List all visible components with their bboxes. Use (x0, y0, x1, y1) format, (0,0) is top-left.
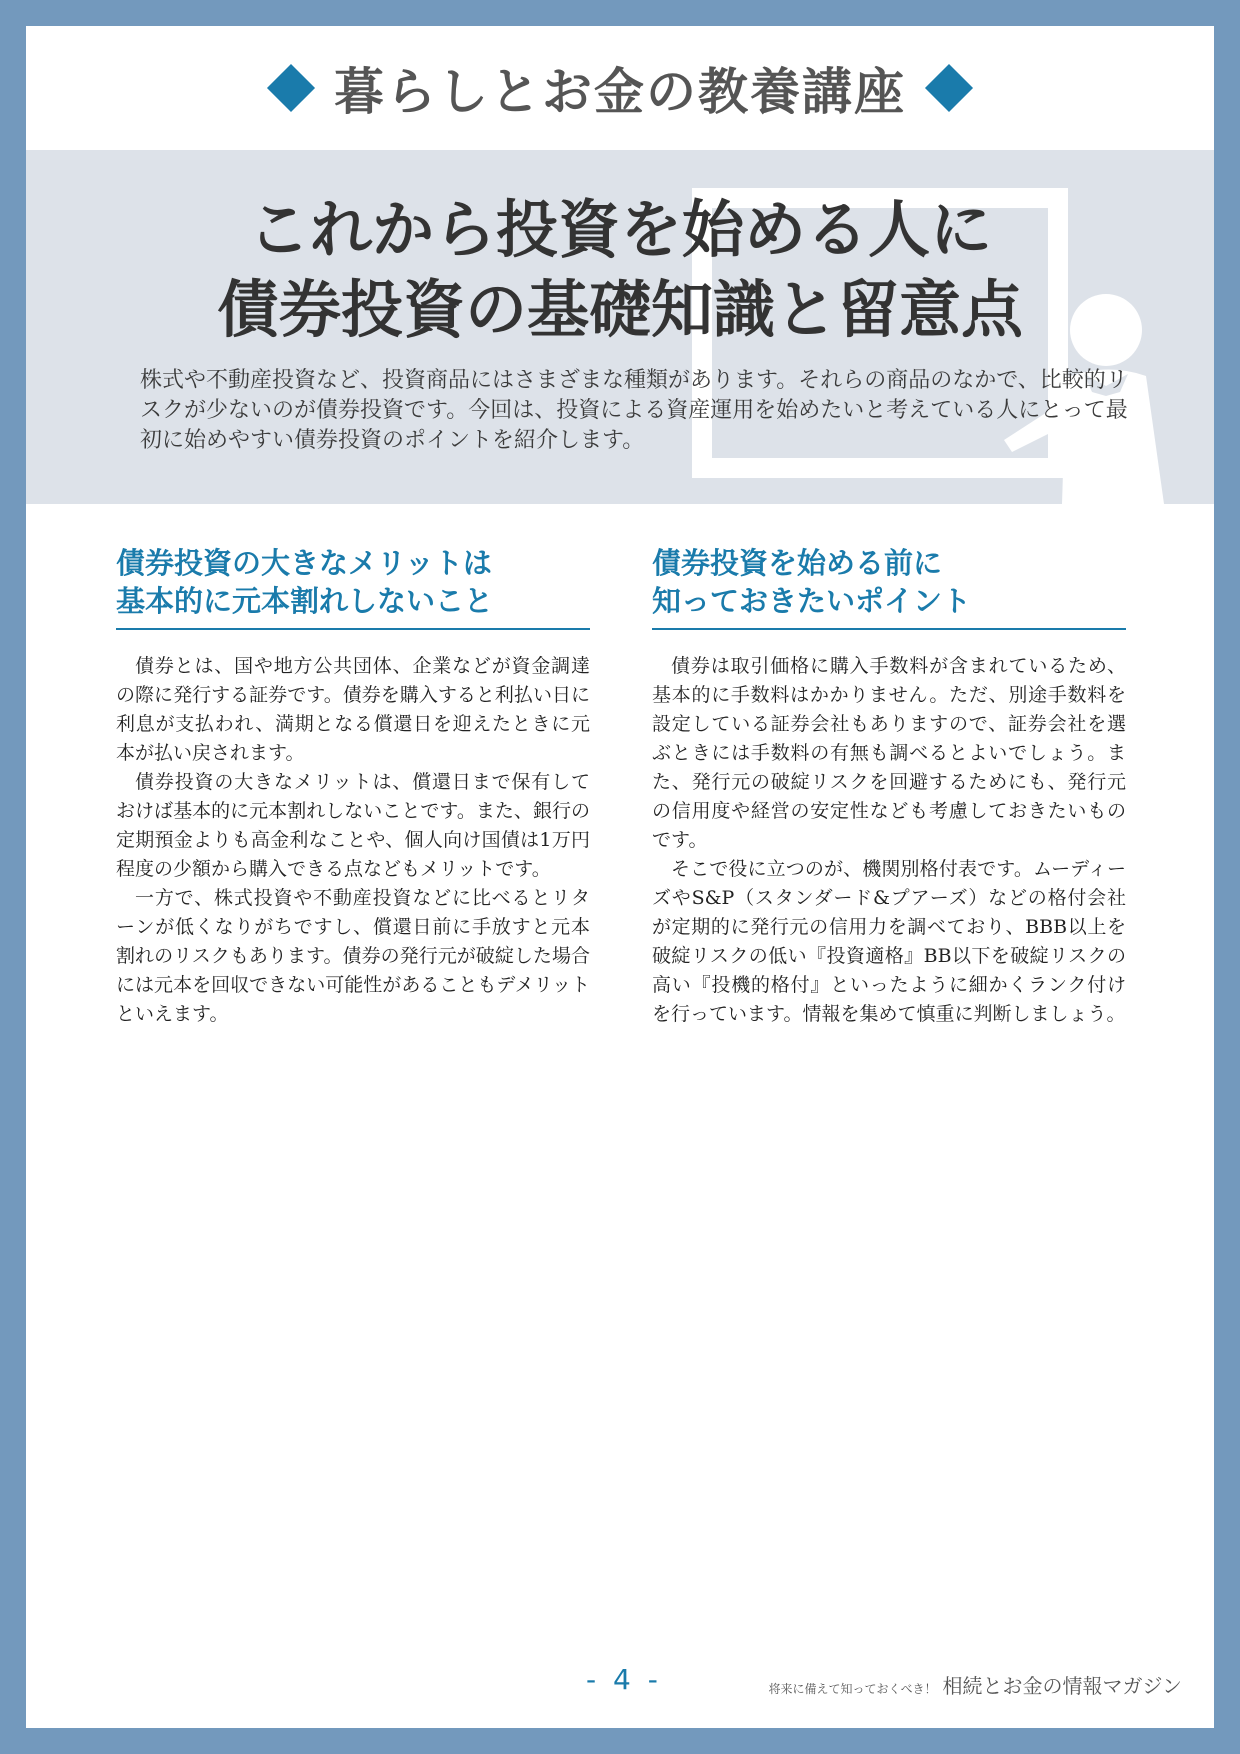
section-heading (652, 544, 1126, 630)
magazine-tagline: 将来に備えて知っておくべき！ (768, 1682, 937, 1696)
section-heading-line: 債券投資を始める前に (652, 546, 943, 580)
body-paragraph: 一方で、株式投資や不動産投資などに比べるとリターンが低くなりがちですし、償還日前に手放すと元本割れのリスクもあります。債券の発行元が破綻した場合には元本を回収できない可能性があることもデメリットといえます。 (116, 887, 590, 1025)
section-heading-line: 知っておきたいポイント (652, 584, 972, 618)
right-column (652, 544, 1126, 1029)
article-title-line: これから投資を始める人に (247, 193, 992, 266)
section-heading-line: 基本的に元本割れしないこと (116, 584, 494, 618)
article-title (26, 190, 1214, 350)
article-title-line: 債券投資の基礎知識と留意点 (216, 273, 1023, 346)
page-number: - 4 - (586, 1663, 662, 1696)
section-body (652, 652, 1126, 1029)
page (26, 26, 1214, 1728)
magazine-name: 相続とお金の情報マガジン (942, 1674, 1182, 1698)
body-paragraph: 債券は取引価格に購入手数料が含まれているため、基本的に手数料はかかりません。ただ、別途手数料を設定している証券会社もありますので、証券会社を選ぶときには手数料の有無も調べるとよいでしょう。また、発行元の破綻リスクを回避するためにも、発行元の信用度や経営の安定性なども考慮しておきたいものです。 (652, 655, 1126, 851)
section-body (116, 652, 590, 1029)
series-title: 暮らしとお金の教養講座 (334, 63, 906, 121)
section-heading-line: 債券投資の大きなメリットは (116, 546, 492, 580)
diamond-icon (267, 64, 315, 112)
hero-banner (26, 150, 1214, 504)
magazine-credit (768, 1670, 1182, 1699)
series-header (26, 26, 1214, 150)
body-paragraph: 債券とは、国や地方公共団体、企業などが資金調達の際に発行する証券です。債券を購入すると利払い日に利息が支払われ、満期となる償還日を迎えたときに元本が払い戻されます。 (116, 655, 590, 764)
left-column (116, 544, 590, 1029)
article-lead: 株式や不動産投資など、投資商品にはさまざまな種類があります。それらの商品のなかで、比較的リスクが少ないのが債券投資です。今回は、投資による資産運用を始めたいと考えている人にとって最初に始めやすい債券投資のポイントを紹介します。 (140, 368, 1128, 453)
body-paragraph: そこで役に立つのが、機関別格付表です。ムーディーズやS&P（スタンダード&プアーズ）などの格付会社が定期的に発行元の信用力を調べており、BBB以上を破綻リスクの低い『投資適格』BB以下を破綻リスクの高い『投機的格付』といったように細かくランク付けを行っています。情報を集めて慎重に判断しましょう。 (652, 858, 1126, 1025)
diamond-icon (925, 64, 973, 112)
body-paragraph: 債券投資の大きなメリットは、償還日まで保有しておけば基本的に元本割れしないことです。また、銀行の定期預金よりも高金利なことや、個人向け国債は1万円程度の少額から購入できる点などもメリットです。 (116, 771, 590, 880)
section-heading (116, 544, 590, 630)
